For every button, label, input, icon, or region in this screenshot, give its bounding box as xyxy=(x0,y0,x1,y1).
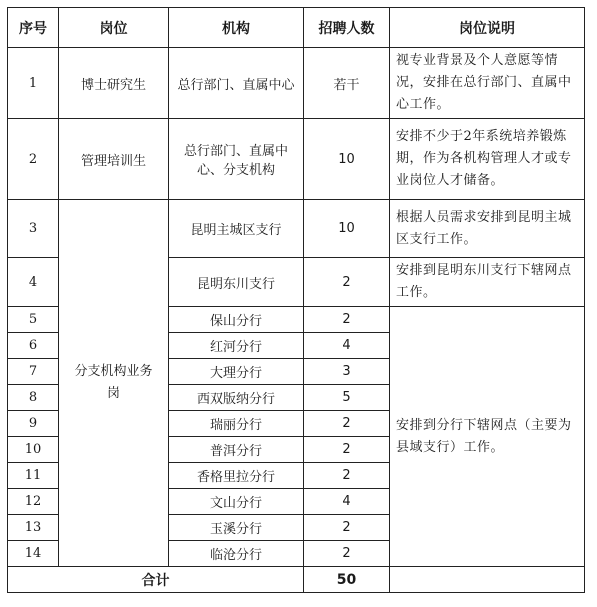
cell-org: 总行部门、直属中心、分支机构 xyxy=(169,119,304,200)
cell-seq: 12 xyxy=(8,489,59,515)
cell-count: 4 xyxy=(304,333,390,359)
cell-count: 2 xyxy=(304,437,390,463)
cell-count: 2 xyxy=(304,258,390,307)
table-row xyxy=(8,200,585,258)
cell-count: 5 xyxy=(304,385,390,411)
cell-branch-position: 分支机构业务岗 xyxy=(59,200,169,567)
header-org: 机构 xyxy=(169,8,304,48)
table-row xyxy=(8,119,585,200)
cell-org: 普洱分行 xyxy=(169,437,304,463)
cell-seq: 1 xyxy=(8,48,59,119)
cell-count: 2 xyxy=(304,463,390,489)
header-seq: 序号 xyxy=(8,8,59,48)
cell-seq: 4 xyxy=(8,258,59,307)
cell-org: 保山分行 xyxy=(169,307,304,333)
total-desc-empty xyxy=(390,567,585,593)
cell-position: 博士研究生 xyxy=(59,48,169,119)
header-desc: 岗位说明 xyxy=(390,8,585,48)
cell-seq: 10 xyxy=(8,437,59,463)
header-position: 岗位 xyxy=(59,8,169,48)
cell-seq: 2 xyxy=(8,119,59,200)
cell-org: 瑞丽分行 xyxy=(169,411,304,437)
cell-seq: 14 xyxy=(8,541,59,567)
recruitment-table xyxy=(7,7,585,593)
cell-org: 香格里拉分行 xyxy=(169,463,304,489)
cell-count: 10 xyxy=(304,119,390,200)
header-count: 招聘人数 xyxy=(304,8,390,48)
cell-seq: 3 xyxy=(8,200,59,258)
cell-count: 2 xyxy=(304,541,390,567)
cell-desc: 视专业背景及个人意愿等情况，安排在总行部门、直属中心工作。 xyxy=(390,48,585,119)
cell-count: 10 xyxy=(304,200,390,258)
total-value: 50 xyxy=(304,567,390,593)
cell-count: 2 xyxy=(304,411,390,437)
cell-count: 3 xyxy=(304,359,390,385)
cell-org: 玉溪分行 xyxy=(169,515,304,541)
cell-desc: 安排到昆明东川支行下辖网点工作。 xyxy=(390,258,585,307)
cell-org: 昆明东川支行 xyxy=(169,258,304,307)
cell-count: 若干 xyxy=(304,48,390,119)
header-row xyxy=(8,8,585,48)
table-row xyxy=(8,48,585,119)
cell-count: 2 xyxy=(304,515,390,541)
total-label: 合计 xyxy=(8,567,304,593)
cell-count: 4 xyxy=(304,489,390,515)
cell-org: 红河分行 xyxy=(169,333,304,359)
cell-org: 西双版纳分行 xyxy=(169,385,304,411)
cell-seq: 7 xyxy=(8,359,59,385)
cell-org: 大理分行 xyxy=(169,359,304,385)
cell-desc: 根据人员需求安排到昆明主城区支行工作。 xyxy=(390,200,585,258)
total-row xyxy=(8,567,585,593)
cell-seq: 5 xyxy=(8,307,59,333)
cell-org: 总行部门、直属中心 xyxy=(169,48,304,119)
cell-position: 管理培训生 xyxy=(59,119,169,200)
cell-org: 昆明主城区支行 xyxy=(169,200,304,258)
cell-seq: 9 xyxy=(8,411,59,437)
cell-org: 临沧分行 xyxy=(169,541,304,567)
cell-count: 2 xyxy=(304,307,390,333)
cell-seq: 6 xyxy=(8,333,59,359)
cell-branch-desc: 安排到分行下辖网点（主要为县域支行）工作。 xyxy=(390,307,585,567)
cell-seq: 8 xyxy=(8,385,59,411)
cell-seq: 11 xyxy=(8,463,59,489)
cell-seq: 13 xyxy=(8,515,59,541)
cell-desc: 安排不少于2年系统培养锻炼期，作为各机构管理人才或专业岗位人才储备。 xyxy=(390,119,585,200)
cell-org: 文山分行 xyxy=(169,489,304,515)
